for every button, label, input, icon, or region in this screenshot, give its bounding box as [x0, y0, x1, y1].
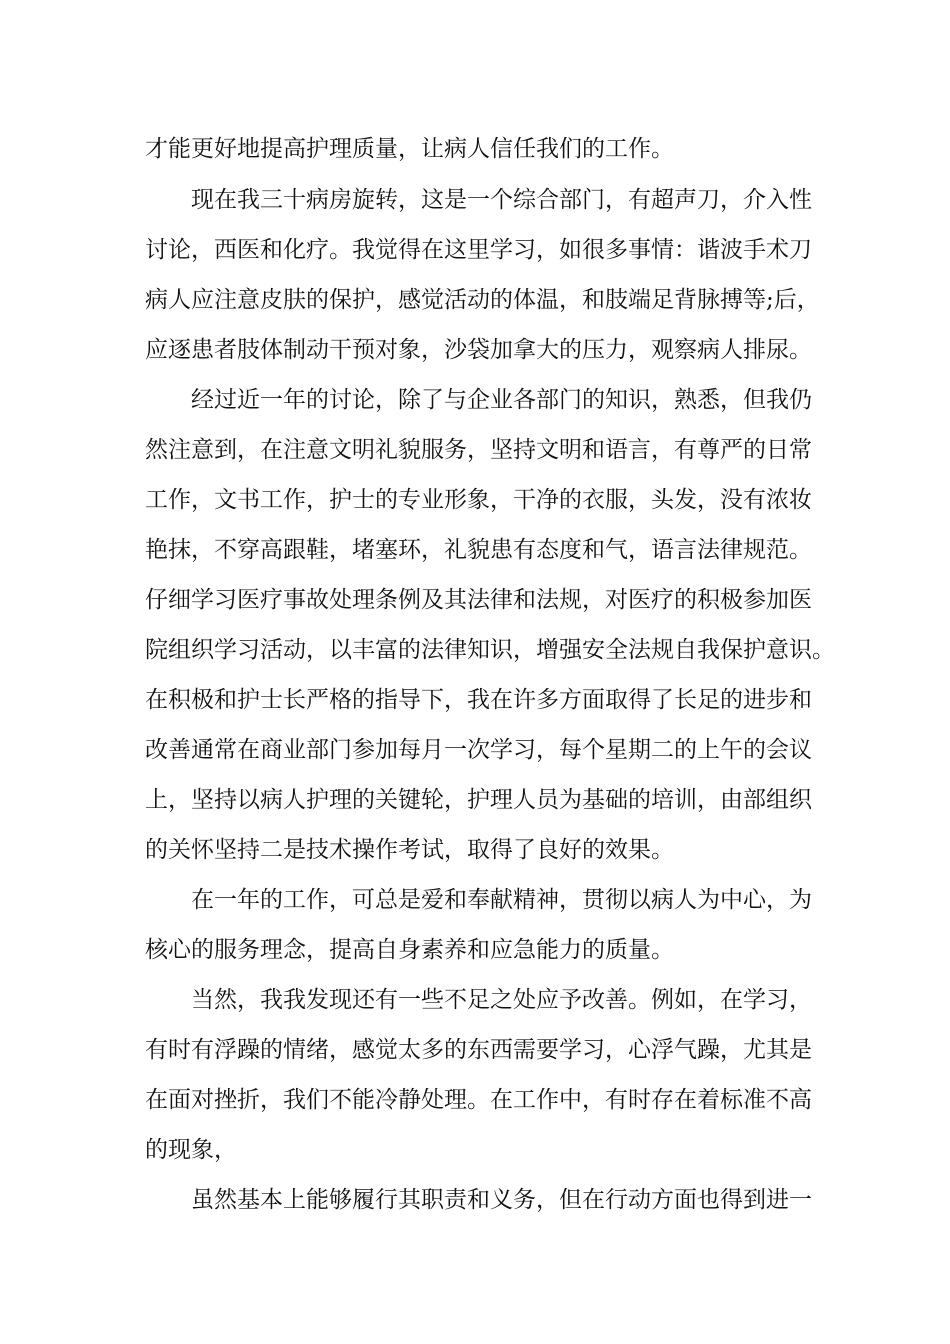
text-line: 仔细学习医疗事故处理条例及其法律和法规，对医疗的积极参加医	[145, 587, 812, 613]
text-line: 院组织学习活动，以丰富的法律知识，增强安全法规自我保护意识。	[145, 637, 835, 663]
paragraph-first-line: 当然，我我发现还有一些不足之处应予改善。例如，在学习，	[191, 987, 812, 1013]
text-line: 的现象，	[145, 1137, 237, 1163]
text-line: 在面对挫折，我们不能冷静处理。在工作中，有时存在着标准不高	[145, 1087, 812, 1113]
text-line: 在积极和护士长严格的指导下，我在许多方面取得了长足的进步和	[145, 687, 812, 713]
text-line: 上，坚持以病人护理的关键轮，护理人员为基础的培训，由部组织	[145, 787, 812, 813]
text-line: 核心的服务理念，提高自身素养和应急能力的质量。	[145, 937, 674, 963]
paragraph-first-line: 现在我三十病房旋转，这是一个综合部门，有超声刀，介入性	[191, 187, 812, 213]
text-line: 有时有浮躁的情绪，感觉太多的东西需要学习，心浮气躁，尤其是	[145, 1037, 812, 1063]
text-line: 的关怀坚持二是技术操作考试，取得了良好的效果。	[145, 837, 674, 863]
text-line: 应逐患者肢体制动干预对象，沙袋加拿大的压力，观察病人排尿。	[145, 337, 812, 363]
paragraph-first-line: 经过近一年的讨论，除了与企业各部门的知识，熟悉，但我仍	[191, 387, 812, 413]
text-line: 讨论，西医和化疗。我觉得在这里学习，如很多事情：谐波手术刀	[145, 237, 812, 263]
text-line: 才能更好地提高护理质量，让病人信任我们的工作。	[145, 136, 674, 162]
text-line: 然注意到，在注意文明礼貌服务，坚持文明和语言，有尊严的日常	[145, 437, 812, 463]
text-line: 改善通常在商业部门参加每月一次学习，每个星期二的上午的会议	[145, 737, 812, 763]
text-line: 艳抹，不穿高跟鞋，堵塞环，礼貌患有态度和气，语言法律规范。	[145, 537, 812, 563]
paragraph-first-line: 虽然基本上能够履行其职责和义务，但在行动方面也得到进一	[191, 1187, 812, 1213]
text-line: 病人应注意皮肤的保护，感觉活动的体温，和肢端足背脉搏等;后，	[145, 287, 820, 313]
text-line: 工作，文书工作，护士的专业形象，干净的衣服，头发，没有浓妆	[145, 487, 812, 513]
paragraph-first-line: 在一年的工作，可总是爱和奉献精神，贯彻以病人为中心，为	[191, 887, 812, 913]
